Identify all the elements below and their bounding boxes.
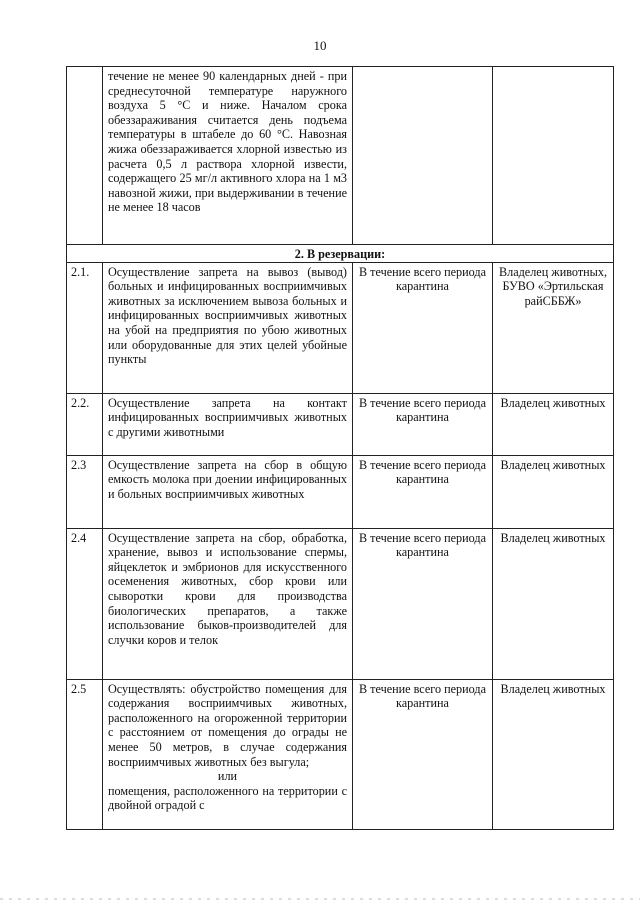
term-cell: В течение всего периода карантина [353,528,493,679]
table-row [67,393,614,455]
responsible-cell: Владелец животных [493,393,614,455]
scan-edge-artifact [0,898,640,900]
row-number: 2.2. [67,393,103,455]
section-header-row [67,245,614,263]
measures-table [66,66,614,830]
table-row [67,67,614,245]
section-title: 2. В резервации: [67,245,614,263]
table-row [67,262,614,393]
responsible-cell: Владелец животных [493,528,614,679]
row-number: 2.1. [67,262,103,393]
table-row [67,679,614,829]
table-row [67,528,614,679]
page-number: 10 [313,38,327,53]
term-cell: В течение всего периода карантина [353,455,493,528]
continuation-text: течение не менее 90 календарных дней - при среднесуточной температуре наружного воздуха 5 °С и ниже. Началом срока обеззараживания считается день подъема температуры в штабеле до 60 °С. Навозная жижа обеззараживается хлорной известью из расчета 0,5 л раствора хлорной извести, содержащего 25 мг/л активного хлора на 1 м3 навозной жижи, при выдерживании в течение не менее 18 часов [108,69,347,215]
responsible-cell: Владелец животных, БУВО «Эртильская райСББЖ» [493,262,614,393]
action-cell: Осуществление запрета на сбор в общую емкость молока при доении инфицированных и больных восприимчивых животных [103,455,353,528]
action-cell: Осуществление запрета на контакт инфицированных восприимчивых животных с другими животными [103,393,353,455]
action-cell [103,679,353,829]
row-number: 2.4 [67,528,103,679]
responsible-cell [493,67,614,245]
term-cell: В течение всего периода карантина [353,262,493,393]
action-text-part2: помещения, расположенного на территории с двойной оградой с [108,783,347,813]
action-cell: Осуществление запрета на вывоз (вывод) больных и инфицированных восприимчивых животных за исключением вывоза больных и инфицированных восприимчивых животных на убой на предприятия по убою животных или оборудованные для этих целей убойные пункты [103,262,353,393]
action-text-part1: Осуществлять: обустройство помещения для содержания восприимчивых животных, расположенного на огороженной территории с расстоянием от помещения до ограды не менее 50 метров, в случае содержания восприимчивых животных без выгула; [108,681,347,769]
table-row [67,455,614,528]
term-cell [353,67,493,245]
action-or-text: или [217,769,238,784]
term-cell: В течение всего периода карантина [353,679,493,829]
row-number-cell [67,67,103,245]
responsible-cell: Владелец животных [493,679,614,829]
term-cell: В течение всего периода карантина [353,393,493,455]
row-number: 2.3 [67,455,103,528]
row-number: 2.5 [67,679,103,829]
responsible-cell: Владелец животных [493,455,614,528]
action-cell: Осуществление запрета на сбор, обработка, хранение, вывоз и использование спермы, яйцеклеток и эмбрионов для искусственного осеменения животных, сбор крови или сыворотки крови для производства биологических препаратов, а также использование быков-производителей для случки коров и телок [103,528,353,679]
action-cell [103,67,353,245]
